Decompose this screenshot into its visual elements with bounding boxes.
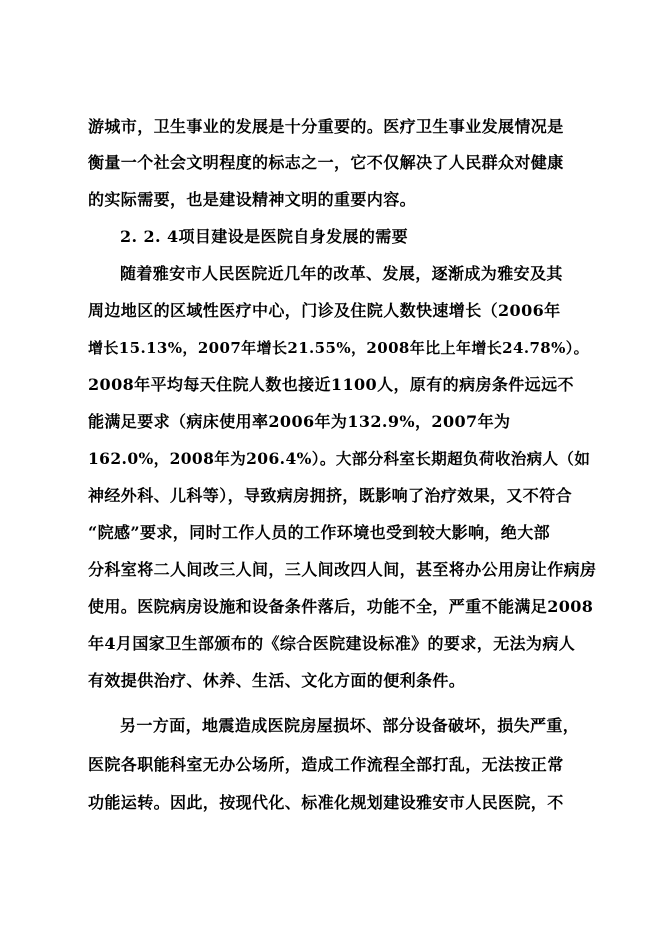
section-heading: 2. 2. 4项目建设是医院自身发展的需要 [120, 227, 409, 246]
paragraph-line: 使用。医院病房设施和设备条件落后，功能不全，严重不能满足2008 [88, 597, 594, 616]
paragraph-line: 另一方面，地震造成医院房屋损坏、部分设备破坏，损失严重， [120, 716, 580, 735]
paragraph-line: 2008年平均每天住院人数也接近1100人，原有的病房条件远远不 [88, 375, 574, 394]
paragraph-line: 游城市，卫生事业的发展是十分重要的。医疗卫生事业发展情况是 [88, 117, 564, 136]
paragraph-line: 衡量一个社会文明程度的标志之一，它不仅解决了人民群众对健康 [88, 153, 564, 172]
paragraph-line: 分科室将二人间改三人间，三人间改四人间，甚至将办公用房让作病房 [88, 560, 597, 579]
paragraph-line: 能满足要求（病床使用率2006年为132.9%，2007年为 [88, 412, 511, 431]
paragraph-line: 有效提供治疗、休养、生活、文化方面的便利条件。 [88, 671, 466, 690]
paragraph-line: 162.0%，2008年为206.4%）。大部分科室长期超负荷收治病人（如 [88, 449, 591, 468]
paragraph-line: 周边地区的区域性医疗中心，门诊及住院人数快速增长（2006年 [88, 301, 561, 320]
paragraph-line: 神经外科、儿科等），导致病房拥挤，既影响了治疗效果，又不符合 [88, 486, 573, 505]
paragraph-line: 年4月国家卫生部颁布的《综合医院建设标准》的要求，无法为病人 [88, 634, 576, 653]
paragraph-line: “院感”要求，同时工作人员的工作环境也受到较大影响，绝大部 [88, 523, 551, 542]
paragraph-line: 功能运转。因此，按现代化、标准化规划建设雅安市人民医院，不 [88, 793, 564, 812]
paragraph-line: 增长15.13%，2007年增长21.55%，2008年比上年增长24.78%）。 [88, 339, 590, 357]
paragraph-line: 医院各职能科室无办公场所，造成工作流程全部打乱，无法按正常 [88, 755, 564, 774]
paragraph-line: 随着雅安市人民医院近几年的改革、发展，逐渐成为雅安及其 [120, 264, 563, 283]
paragraph-line: 的实际需要，也是建设精神文明的重要内容。 [88, 190, 417, 209]
